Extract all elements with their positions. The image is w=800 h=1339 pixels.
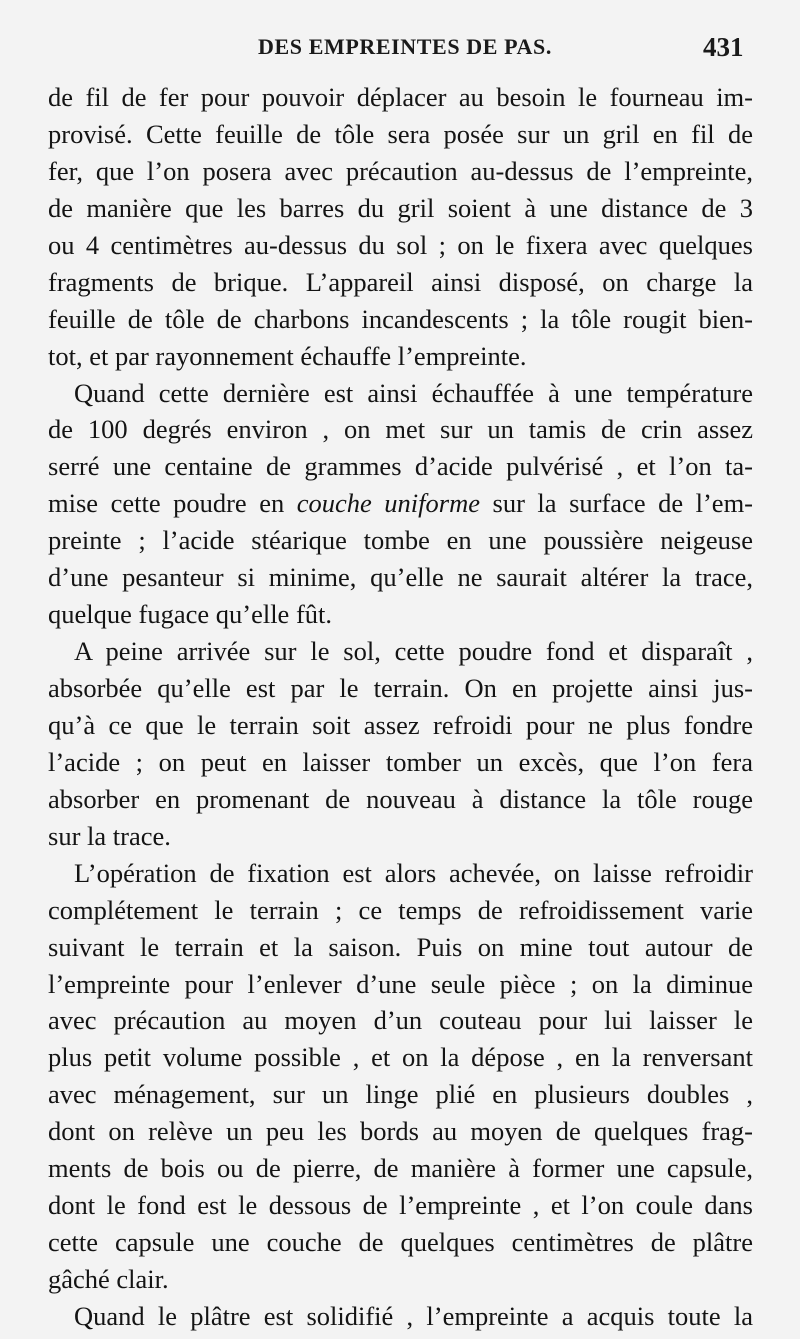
paragraph-first-line: L’opération de fixation est alors achevée, on laisse refroidir (74, 857, 753, 888)
text-line-with-emphasis (48, 485, 753, 522)
italic-emphasis: couche uniforme (296, 488, 480, 519)
text-line: qu’à ce que le terrain soit assez refroidi pour ne plus fondre (48, 709, 753, 740)
text-line: de 100 degrés environ , on met sur un tamis de crin assez (48, 414, 753, 445)
text-line: sur la trace. (48, 820, 171, 851)
text-line: cette capsule une couche de quelques centimètres de plâtre (48, 1227, 753, 1258)
text-segment: mise cette poudre en (48, 488, 285, 519)
paragraph-first-line: A peine arrivée sur le sol, cette poudre fond et disparaît , (74, 636, 753, 667)
text-line: de manière que les barres du gril soient à une distance de 3 (48, 192, 753, 223)
text-line: tot, et par rayonnement échauffe l’empreinte. (48, 340, 527, 371)
text-line: fragments de brique. L’appareil ainsi disposé, on charge la (48, 266, 753, 297)
page-header (0, 32, 800, 72)
text-line: absorbée qu’elle est par le terrain. On en projette ainsi jus- (48, 673, 753, 703)
paragraph-first-line: Quand cette dernière est ainsi échauffée à une température (74, 377, 753, 408)
text-line: de fil de fer pour pouvoir déplacer au besoin le fourneau im- (48, 82, 753, 112)
text-line: quelque fugace qu’elle fût. (48, 599, 333, 630)
text-line: suivant le terrain et la saison. Puis on mine tout autour de (48, 931, 753, 962)
paragraph-first-line: Quand le plâtre est solidifié , l’empreinte a acquis toute la (74, 1300, 753, 1331)
text-line: ou 4 centimètres au-dessus du sol ; on le fixera avec quelques (48, 229, 753, 260)
text-line: provisé. Cette feuille de tôle sera posée sur un gril en fil de (48, 118, 753, 149)
text-line: dont on relève un peu les bords au moyen de quelques frag- (48, 1116, 753, 1147)
text-line: serré une centaine de grammes d’acide pulvérisé , et l’on ta- (48, 451, 753, 482)
text-line: l’acide ; on peut en laisser tomber un excès, que l’on fera (48, 746, 753, 777)
text-line: avec ménagement, sur un linge plié en plusieurs doubles , (48, 1079, 753, 1110)
text-line: dont le fond est le dessous de l’empreinte , et l’on coule dans (48, 1190, 753, 1221)
text-line: absorber en promenant de nouveau à distance la tôle rouge (48, 783, 753, 814)
text-line: feuille de tôle de charbons incandescents ; la tôle rougit bien- (48, 303, 753, 334)
text-line: plus petit volume possible , et on la dépose , en la renversant (48, 1042, 753, 1073)
text-line: ments de bois ou de pierre, de manière à former une capsule, (48, 1153, 753, 1184)
text-line: gâché clair. (48, 1264, 169, 1294)
text-line: fer, que l’on posera avec précaution au-dessus de l’empreinte, (48, 155, 753, 186)
page-number: 431 (703, 32, 744, 62)
text-line: complétement le terrain ; ce temps de refroidissement varie (48, 894, 753, 925)
text-line: preinte ; l’acide stéarique tombe en une poussière neigeuse (48, 525, 753, 556)
text-line: avec précaution au moyen d’un couteau pour lui laisser le (48, 1005, 753, 1036)
text-line: d’une pesanteur si minime, qu’elle ne saurait altérer la trace, (48, 562, 753, 593)
text-line: l’empreinte pour l’enlever d’une seule pièce ; on la diminue (48, 968, 753, 999)
running-title: DES EMPREINTES DE PAS. (258, 34, 552, 59)
text-segment: sur la surface de l’em- (492, 488, 753, 519)
body-text (48, 79, 753, 1335)
